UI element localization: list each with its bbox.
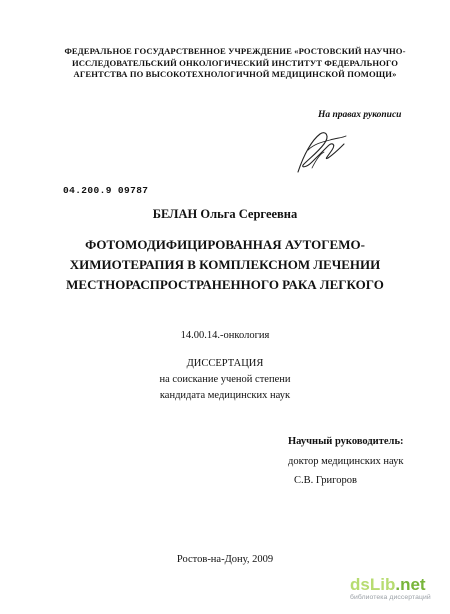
title-line-1: ФОТОМОДИФИЦИРОВАННАЯ АУТОГЕМО- bbox=[85, 237, 365, 252]
supervisor-name: С.В. Григоров bbox=[294, 475, 357, 486]
author-name: БЕЛАН Ольга Сергеевна bbox=[152, 207, 298, 221]
header-line-1: ФЕДЕРАЛЬНОЕ ГОСУДАРСТВЕННОЕ УЧРЕЖДЕНИЕ «РОСТОВСКИЙ НАУЧНО- bbox=[64, 46, 406, 56]
catalog-code: 04.200.9 09787 bbox=[63, 185, 149, 196]
header-line-2: ИССЛЕДОВАТЕЛЬСКИЙ ОНКОЛОГИЧЕСКИЙ ИНСТИТУТ ФЕДЕРАЛЬНОГО bbox=[71, 57, 399, 68]
supervisor-heading: Научный руководитель: bbox=[288, 436, 404, 447]
dissertation-line-2: кандидата медицинских наук bbox=[159, 390, 291, 401]
place-year: Ростов-на-Дону, 2009 bbox=[176, 554, 274, 565]
title-line-3: МЕСТНОРАСПРОСТРАНЕННОГО РАКА ЛЕГКОГО bbox=[66, 277, 384, 292]
dissertation-block bbox=[0, 356, 450, 404]
rights-note: На правах рукописи bbox=[318, 110, 402, 120]
supervisor-block bbox=[288, 432, 404, 491]
watermark-logo bbox=[350, 576, 450, 594]
title-line-2: ХИМИОТЕРАПИЯ В КОМПЛЕКСНОМ ЛЕЧЕНИИ bbox=[69, 257, 381, 272]
specialty-code: 14.00.14.-онкология bbox=[180, 330, 270, 341]
dissertation-title bbox=[30, 235, 420, 295]
watermark-subtitle: библиотека диссертаций bbox=[350, 594, 431, 601]
dissertation-heading: ДИССЕРТАЦИЯ bbox=[186, 358, 264, 369]
watermark-logo-part2: .net bbox=[395, 575, 426, 594]
dissertation-line-1: на соискание ученой степени bbox=[159, 374, 291, 385]
dslib-watermark[interactable] bbox=[350, 576, 450, 601]
institution-header bbox=[40, 46, 430, 81]
handwritten-signature bbox=[290, 124, 350, 182]
watermark-logo-part1: dsLib bbox=[350, 575, 396, 594]
header-line-3: АГЕНТСТВА ПО ВЫСОКОТЕХНОЛОГИЧНОЙ МЕДИЦИНСКОЙ ПОМОЩИ» bbox=[73, 69, 397, 79]
supervisor-degree: доктор медицинских наук bbox=[288, 455, 404, 467]
